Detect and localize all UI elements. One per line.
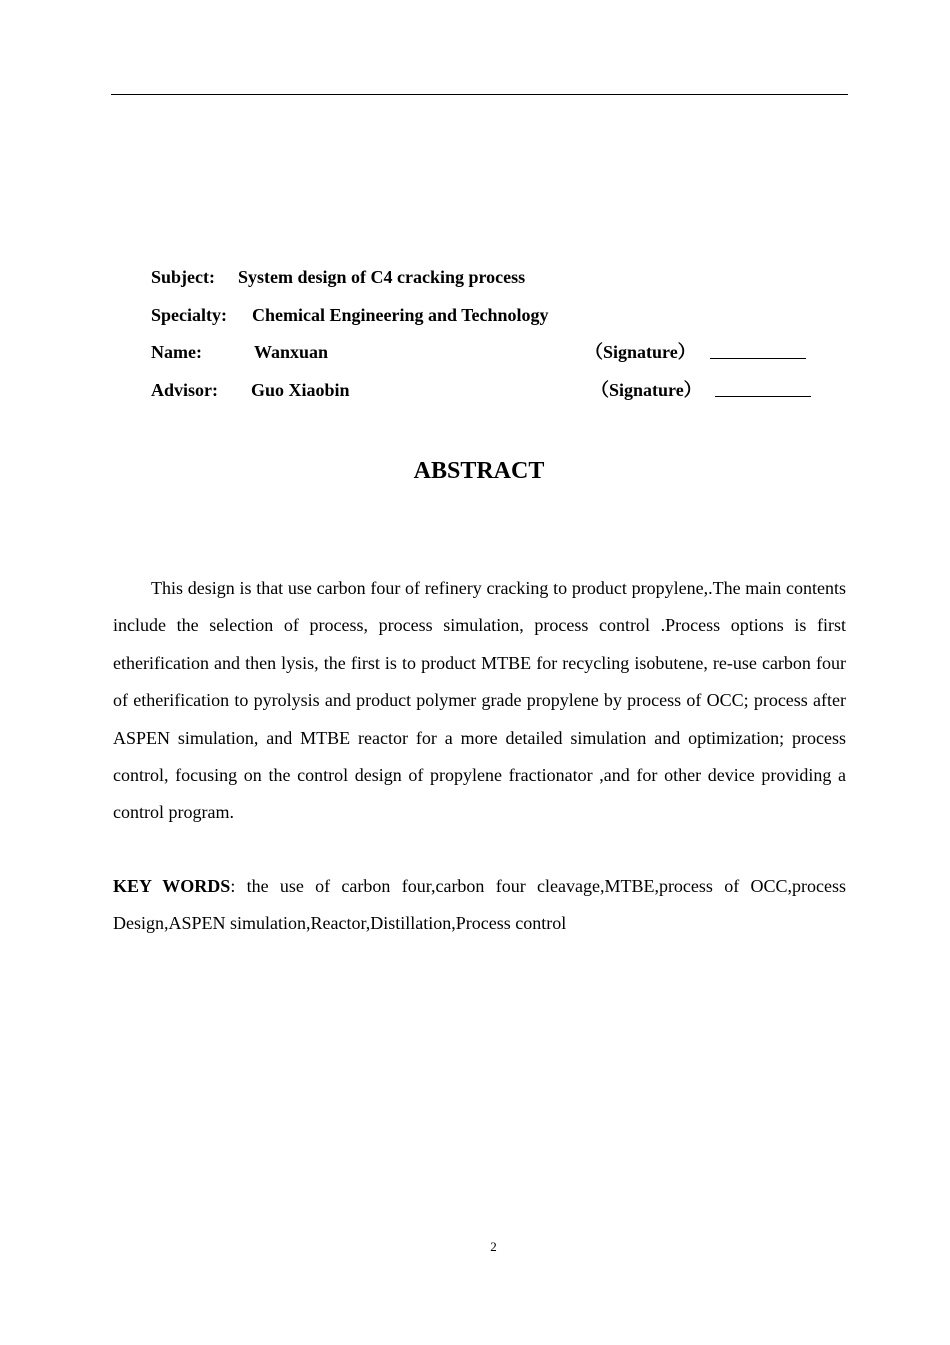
abstract-body: This design is that use carbon four of refinery cracking to product propylene,.The main contents include the selection of process, process simulation, process control .Process options is first etherification and then lysis, the first is to product MTBE for recycling isobutene, re-use carbon four of etherification to pyrolysis and product polymer grade propylene by process of OCC; process after ASPEN simulation, and MTBE reactor for a more detailed simulation and optimization; process control, focusing on the control design of propylene fractionator ,and for other device providing a control program. — [113, 578, 846, 823]
keywords-paragraph — [113, 868, 846, 943]
student-signature-label: （Signature） — [585, 342, 696, 362]
advisor-row — [151, 375, 831, 413]
header-rule — [111, 94, 848, 95]
keywords-label: KEY WORDS — [113, 876, 231, 896]
advisor-signature-label: （Signature） — [591, 379, 702, 400]
subject-label: Subject: — [151, 267, 215, 287]
subject-value: System design of C4 cracking process — [238, 267, 526, 287]
name-row — [151, 337, 831, 375]
thesis-metadata — [151, 262, 831, 412]
student-signature-line — [710, 358, 806, 359]
specialty-value: Chemical Engineering and Technology — [252, 304, 549, 325]
advisor-value: Guo Xiaobin — [251, 379, 350, 400]
keywords-text: : the use of carbon four,carbon four cleavage,MTBE,process of OCC,process Design,ASPEN simulation,Reactor,Distillation,Process control — [113, 876, 846, 934]
specialty-label: Specialty: — [151, 304, 227, 325]
name-label: Name: — [151, 342, 202, 362]
page-number: 2 — [490, 1239, 497, 1254]
name-value: Wanxuan — [254, 342, 329, 362]
subject-row — [151, 262, 831, 300]
specialty-row — [151, 300, 831, 338]
advisor-label: Advisor: — [151, 379, 218, 400]
abstract-title: ABSTRACT — [413, 458, 545, 484]
advisor-signature-line — [715, 396, 811, 397]
